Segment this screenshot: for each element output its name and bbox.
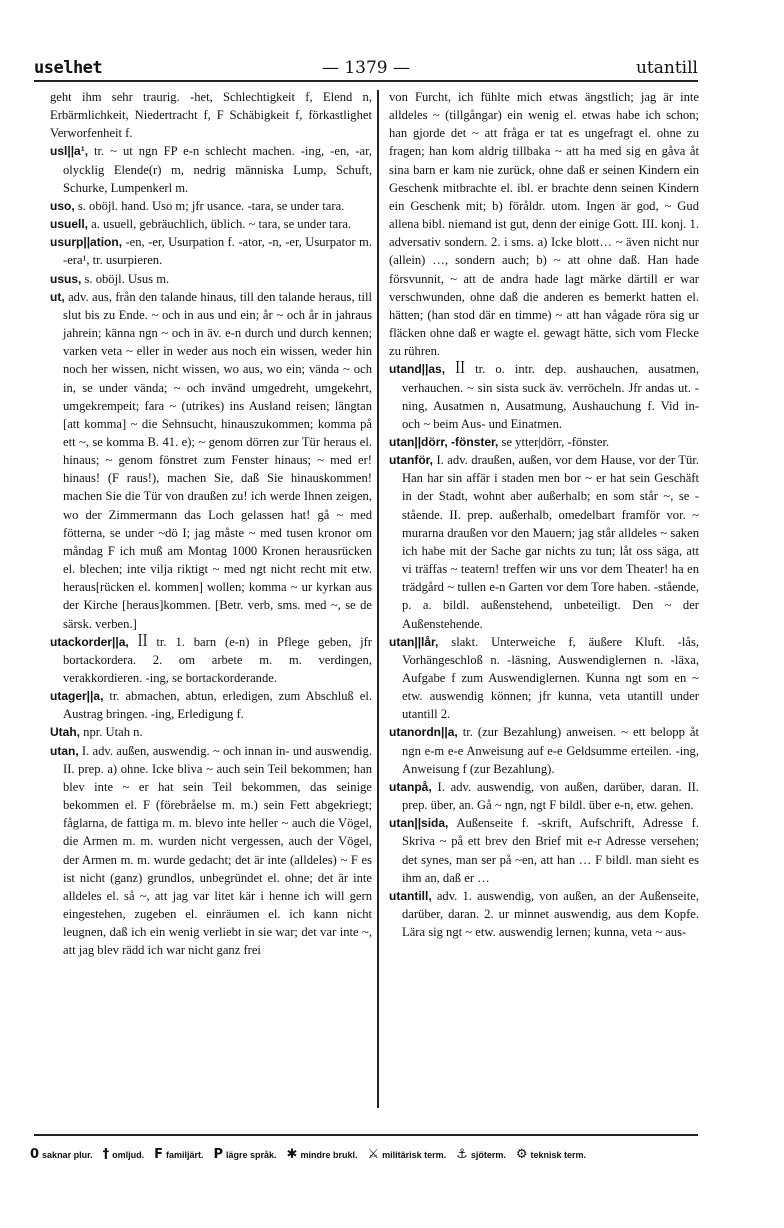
entry-text: slakt. Unterweiche f, äußere Kluft. -lås, Vorhängeschloß n. -läsning, Auswendiglernen n. -läxa, Aufgabe f zum Auswendiglernen. Kunna ngt som en ~ etw. auswendig können; jfr kunna, veta utantill under utantill 2. xyxy=(402,634,699,722)
dictionary-entry xyxy=(50,288,372,633)
dictionary-entry xyxy=(50,197,372,215)
legend-item xyxy=(456,1147,506,1162)
entry-text: Außenseite f. -skrift, Aufschrift, Adresse f. Skriva ~ på ett brev den Brief mit e-r Adresse versehen; det synes, man ser på ~en, att han … F bildl. man sieht es ihm an, daß er … xyxy=(402,816,699,885)
legend-label: militärisk term. xyxy=(382,1150,447,1160)
left-column xyxy=(50,88,372,960)
headword: ut, xyxy=(50,289,65,304)
zero-icon: 0 xyxy=(30,1147,40,1162)
page-number: — 1379 — xyxy=(321,58,411,78)
anchor-icon: ⚓ xyxy=(456,1147,468,1162)
entry-text: npr. Utah n. xyxy=(80,725,143,740)
entry-text: s. oböjl. hand. Uso m; jfr usance. -tara, se under tara. xyxy=(74,198,345,213)
entry-text: von Furcht, ich fühlte mich etwas ängstlich; jag är inte alldeles ~ (tillgångar) ein wenig el. etwas habe ich schon; han gjorde det ~ att fråga er tat es ungefragt el. ohne zu fragen; han kom aldrig tillbaka ~ att ha med sig en gåva åt sina barn er kam nie zurück, ohne daß er seinen Kindern ein Geschenk mitbrachte el. ibl. er brachte denn seinen Kindern ein Geschenk mit; b) föråldr. utom. Ingen är god, ~ Gud allena bibl. niemand ist gut, denn der einige Gott. III. konj. 1. adversativ sondern. 2. i sms. a) Icke blott… ~ även nicht nur (allein) …, sondern auch; b) ~ att ohne daß. Han hade försvunnit, ~ att de andra hade lagt märke därtill er war verschwunden, ohne daß die anderen es bemerkt hatten el. hätten; (han stod där en timme) ~ att han vågade röra sig ur fläcken ohne daß er wagte el. gewagt hätte, sich vom Flecke zu rühren. xyxy=(389,90,699,359)
entry-text: tr. (zur Bezahlung) anweisen. ~ ett belopp åt ngn e-m e-e Anweisung auf e-e Geldsumme erteilen. -ing, Anweisung f (zur Bezahlung). xyxy=(402,725,699,776)
legend-label: saknar plur. xyxy=(42,1150,93,1160)
dictionary-entry xyxy=(389,778,699,814)
legend-item xyxy=(515,1147,587,1162)
abbreviation-legend xyxy=(30,1147,710,1162)
entry-text: se ytter|dörr, -fönster. xyxy=(498,434,610,449)
left-guideword: uselhet xyxy=(34,58,103,78)
dictionary-entry xyxy=(389,814,699,887)
right-guideword: utantill xyxy=(635,58,698,78)
entry-text: I. adv. auswendig, von außen, darüber, daran. II. prep. über, an. Gå ~ ngn, ngt F bildl. über e-n, etw. gehen. xyxy=(402,779,699,813)
headword: utan||sida, xyxy=(389,816,449,831)
entry-text: s. oböjl. Usus m. xyxy=(81,271,170,286)
dictionary-entry xyxy=(50,633,372,687)
legend-label: omljud. xyxy=(112,1150,145,1160)
f-familiar-icon: F xyxy=(154,1147,163,1162)
dictionary-entry xyxy=(50,270,372,288)
dictionary-entry xyxy=(50,742,372,960)
headword: utanordn||a, xyxy=(389,725,458,740)
headword: utan, xyxy=(50,743,79,758)
page-header xyxy=(34,58,698,80)
dictionary-entry xyxy=(389,887,699,941)
entry-text: a. usuell, gebräuchlich, üblich. ~ tara, se under tara. xyxy=(88,217,352,232)
headword: utantill, xyxy=(389,888,432,903)
legend-label: sjöterm. xyxy=(470,1150,506,1160)
entry-text: adv. aus, från den talande hinaus, till den talande heraus, till slut bis zu Ende. ~ och in aus und ein; år ~ och år in jahraus jahrein; känna ngn ~ och in äv. e-n durch und durch kennen; varken veta ~ eller in weder aus noch ein wissen, weder hin noch her wissen, nicht wissen, wo aus, wo ein; vända ~ och in, se under vända; ~ och invänd umgedreht, umgekehrt, umgekrempeit; fara ~ (utrikes) ins Ausland reisen; längtan [att komma] ~ die Sehnsucht, hinauszukommen; komma på ett ~, se komma B. 41. e); ~ genom dörren zur Tür heraus el. hinaus; ~ genom fönstret zum Fenster hinaus; ~ med er! hinaus! (F raus!), machen Sie, daß Sie hinauskommen! machen Sie die Tür von draußen zu! ich werde Ihnen zeigen, wo der Zimmermann das Loch gelassen hat! gå ~ med fötterna, se under ~dö I; jag måste ~ med tusen kronor om måndag F ich muß am Montag 1000 Kronen herausrücken el. blechen; inte vilja riktigt ~ med ngt nicht recht mit etw. heraus[rücken el. kommen] wollen; komma ~ ur kyrkan aus der Kirche [heraus]kommen. [Betr. verb, sms. med ~, se de särsk. verben.] xyxy=(63,289,372,631)
dictionary-entry xyxy=(389,633,699,724)
entry-text: ꟾꟾ tr. o. intr. dep. aushauchen, ausatmen, verhauchen. ~ sin sista suck äv. verröcheln. Jfr andas ut. -ning, Ausatmen n, Ausatmung, Aushauchung f. Vid in- och ~ beim Aus- und Einatmen. xyxy=(402,362,699,431)
headword: utan||lår, xyxy=(389,634,439,649)
legend-label: teknisk term. xyxy=(530,1150,587,1160)
dictionary-entry xyxy=(389,451,699,633)
headword: utanpå, xyxy=(389,779,432,794)
headword: utanför, xyxy=(389,453,433,468)
entry-text: ꟾꟾ tr. 1. barn (e-n) in Pflege geben, jfr bortackordera. 2. om arbete m. m. verdingen, verakkordieren. -ing, se bortackorderande. xyxy=(63,634,372,685)
entry-text: geht ihm sehr traurig. -het, Schlechtigkeit f, Elend n, Erbärmlichkeit, Niedertracht f, F Schäbigkeit f, förkastlighet Verworfenheit f. xyxy=(50,90,372,141)
entry-text: adv. 1. auswendig, von außen, an der Außenseite, darüber, daran. 2. ur minnet auswendig, aus dem Kopfe. Lära sig ngt ~ etw. auswendig lernen; kunna, veta ~ aus- xyxy=(402,888,699,940)
headword: utager||a, xyxy=(50,689,104,704)
legend-item xyxy=(30,1147,93,1162)
column-divider xyxy=(377,90,379,1108)
entry-text: -en, -er, Usurpation f. -ator, -n, -er, Usurpator m. -era¹, tr. usurpieren. xyxy=(63,235,372,268)
header-rule xyxy=(34,80,698,82)
entry-text: I. adv. außen, auswendig. ~ och innan in- und auswendig. II. prep. a) ohne. Icke bliva ~ auch sein Teil bekommen; han blev inte ~ er hat sein Teil bekommen, das seinige bekommen el. F (förebråelse m. m.) sein Fett abgekriegt; fåglarna, de fattiga m. m. blevo inte heller ~ auch die Vögel, die Armen m. m. wurden nicht vergessen, auch der Vögel, der Armen m. m. wurde gedacht; det är inte (alldeles) ~ F es ist nicht (ganz) grundlos, unbegründet el. ohne; det är inte alldeles el. så ~, att jag var litet kär i henne ich will gern eingestehen, zugeben el. einräumen el. ich kann nicht leugnen, daß ich ein wenig verliebt in sie war; det var inte ~, att jag blev rädd ich war nicht ganz frei xyxy=(63,743,372,958)
legend-item xyxy=(213,1147,277,1162)
gear-icon: ⚙ xyxy=(515,1147,528,1162)
headword: usurp||ation, xyxy=(50,235,123,250)
legend-item xyxy=(367,1147,447,1162)
footer-rule xyxy=(34,1134,698,1136)
headword: usus, xyxy=(50,271,82,286)
legend-item xyxy=(286,1147,358,1162)
p-vulgar-icon: P xyxy=(213,1147,224,1162)
dictionary-entry xyxy=(50,687,372,723)
entry-text: tr. abmachen, abtun, erledigen, zum Abschluß el. Austrag bringen. -ing, Erledigung f. xyxy=(63,689,372,722)
continued-text xyxy=(50,88,372,142)
legend-label: familjärt. xyxy=(165,1150,204,1160)
right-column xyxy=(389,88,699,941)
headword: usuell, xyxy=(50,217,89,232)
entry-text: tr. ~ ut ngn FP e-n schlecht machen. -ing, -en, -ar, olycklig Elende(r) m, nedrig människa Lump, Schuft, Schurke, Lumpenkerl m. xyxy=(63,144,372,195)
dictionary-entry xyxy=(50,233,372,269)
legend-label: lägre språk. xyxy=(226,1150,277,1160)
entry-text: I. adv. draußen, außen, vor dem Hause, vor der Tür. Han har sin affär i staden men bor ~ er hat sein Geschäft in der Stadt, wohnt aber außerhalb; en som står ~, se -stående. II. prep. außerhalb, omedelbart framför vor. ~ murarna draußen vor den Mauern; jag står alldeles ~ saken ich habe mit der Sache gar nichts zu tun; låt oss säga, att vi träffas ~ teatern! treffen wir uns vor dem Theater! ha en trädgård ~ tullen e-n Garten vor dem Tore haben. -stående, p. a. bildl. außenstehend, unbeteiligt. Den ~ der Außenstehende. xyxy=(402,453,699,631)
legend-item xyxy=(154,1147,204,1162)
legend-label: mindre brukl. xyxy=(300,1150,358,1160)
dictionary-entry xyxy=(50,723,372,741)
dictionary-entry xyxy=(389,360,699,433)
headword: utand||as, xyxy=(389,362,446,377)
headword: utackorder||a, xyxy=(50,634,129,649)
headword: uso, xyxy=(50,198,75,213)
continued-text xyxy=(389,88,699,360)
asterisk-icon: ✱ xyxy=(286,1147,298,1162)
dictionary-entry xyxy=(50,142,372,196)
legend-item xyxy=(102,1147,145,1162)
dictionary-entry xyxy=(389,723,699,777)
dictionary-entry xyxy=(389,433,699,451)
crossed-swords-icon: ⚔ xyxy=(367,1147,380,1162)
dagger-icon: † xyxy=(102,1147,110,1162)
headword: usl||a¹, xyxy=(50,144,89,159)
dictionary-entry xyxy=(50,215,372,233)
headword: Utah, xyxy=(50,725,80,740)
headword: utan||dörr, -fönster, xyxy=(389,434,499,449)
